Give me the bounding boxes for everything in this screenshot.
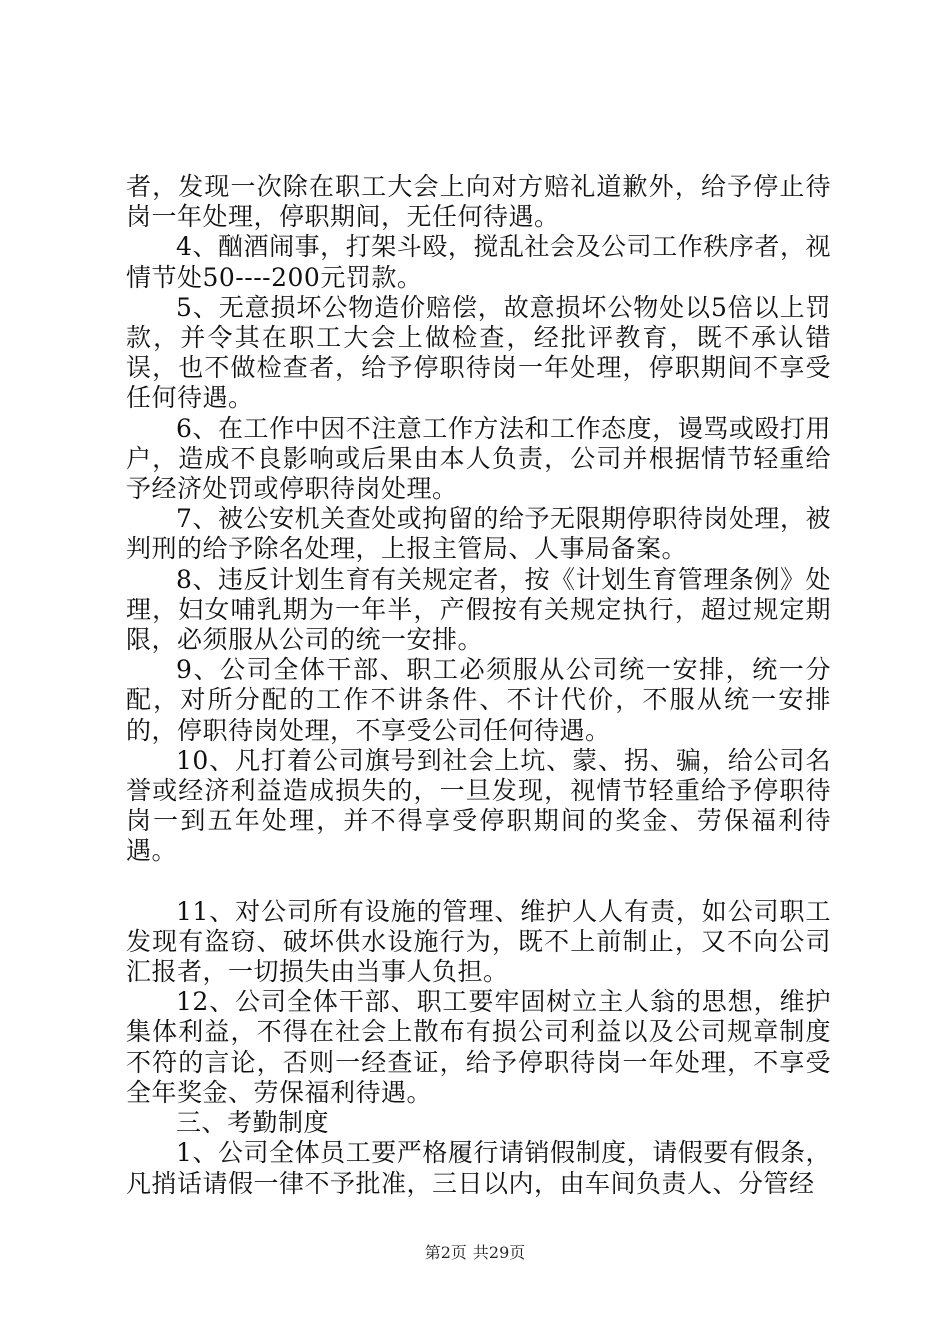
page-footer bbox=[0, 1240, 950, 1263]
paragraph-item-9: 9、公司全体干部、职工必须服从公司统一安排，统一分配，对所分配的工作不讲条件、不计代价，不服从统一安排的，停职待岗处理，不享受公司任何待遇。 bbox=[126, 655, 831, 745]
section-heading-attendance: 三、考勤制度 bbox=[176, 1108, 330, 1138]
page-total: 共29页 bbox=[472, 1243, 526, 1262]
paragraph-attendance-1: 1、公司全体员工要严格履行请销假制度，请假要有假条，凡捎话请假一律不予批准，三日以内，由车间负责人、分管经 bbox=[126, 1138, 831, 1198]
paragraph-item-5: 5、无意损坏公物造价赔偿，故意损坏公物处以5倍以上罚款，并令其在职工大会上做检查，经批评教育，既不承认错误，也不做检查者，给予停职待岗一年处理，停职期间不享受任何待遇。 bbox=[126, 292, 831, 413]
paragraph-item-6: 6、在工作中因不注意工作方法和工作态度，谩骂或殴打用户，造成不良影响或后果由本人负责，公司并根据情节轻重给予经济处罚或停职待岗处理。 bbox=[126, 413, 831, 504]
document-body bbox=[126, 172, 831, 1199]
paragraph-item-11: 11、对公司所有设施的管理、维护人人有责，如公司职工发现有盗窃、破坏供水设施行为，既不上前制止，又不向公司汇报者，一切损失由当事人负担。 bbox=[126, 896, 831, 987]
paragraph-item-12: 12、公司全体干部、职工要牢固树立主人翁的思想，维护集体利益，不得在社会上散布有损公司利益以及公司规章制度不符的言论，否则一经查证，给予停职待岗一年处理，不享受全年奖金、劳保福利待遇。 bbox=[126, 987, 831, 1107]
paragraph-item-8: 8、违反计划生育有关规定者，按《计划生育管理条例》处理，妇女哺乳期为一年半，产假按有关规定执行，超过规定期限，必须服从公司的统一安排。 bbox=[126, 564, 831, 655]
paragraph-continuation: 者，发现一次除在职工大会上向对方赔礼道歉外，给予停止待岗一年处理，停职期间，无任何待遇。 bbox=[126, 172, 831, 232]
paragraph-item-4: 4、酗酒闹事，打架斗殴，搅乱社会及公司工作秩序者，视情节处50----200元罚款。 bbox=[126, 232, 831, 292]
page-number: 第2页 bbox=[424, 1243, 467, 1262]
paragraph-item-10: 10、凡打着公司旗号到社会上坑、蒙、拐、骗，给公司名誉或经济利益造成损失的，一旦发现，视情节轻重给予停职待岗一到五年处理，并不得享受停职期间的奖金、劳保福利待遇。 bbox=[126, 745, 831, 866]
paragraph-item-7: 7、被公安机关查处或拘留的给予无限期停职待岗处理，被判刑的给予除名处理，上报主管局、人事局备案。 bbox=[126, 504, 831, 564]
